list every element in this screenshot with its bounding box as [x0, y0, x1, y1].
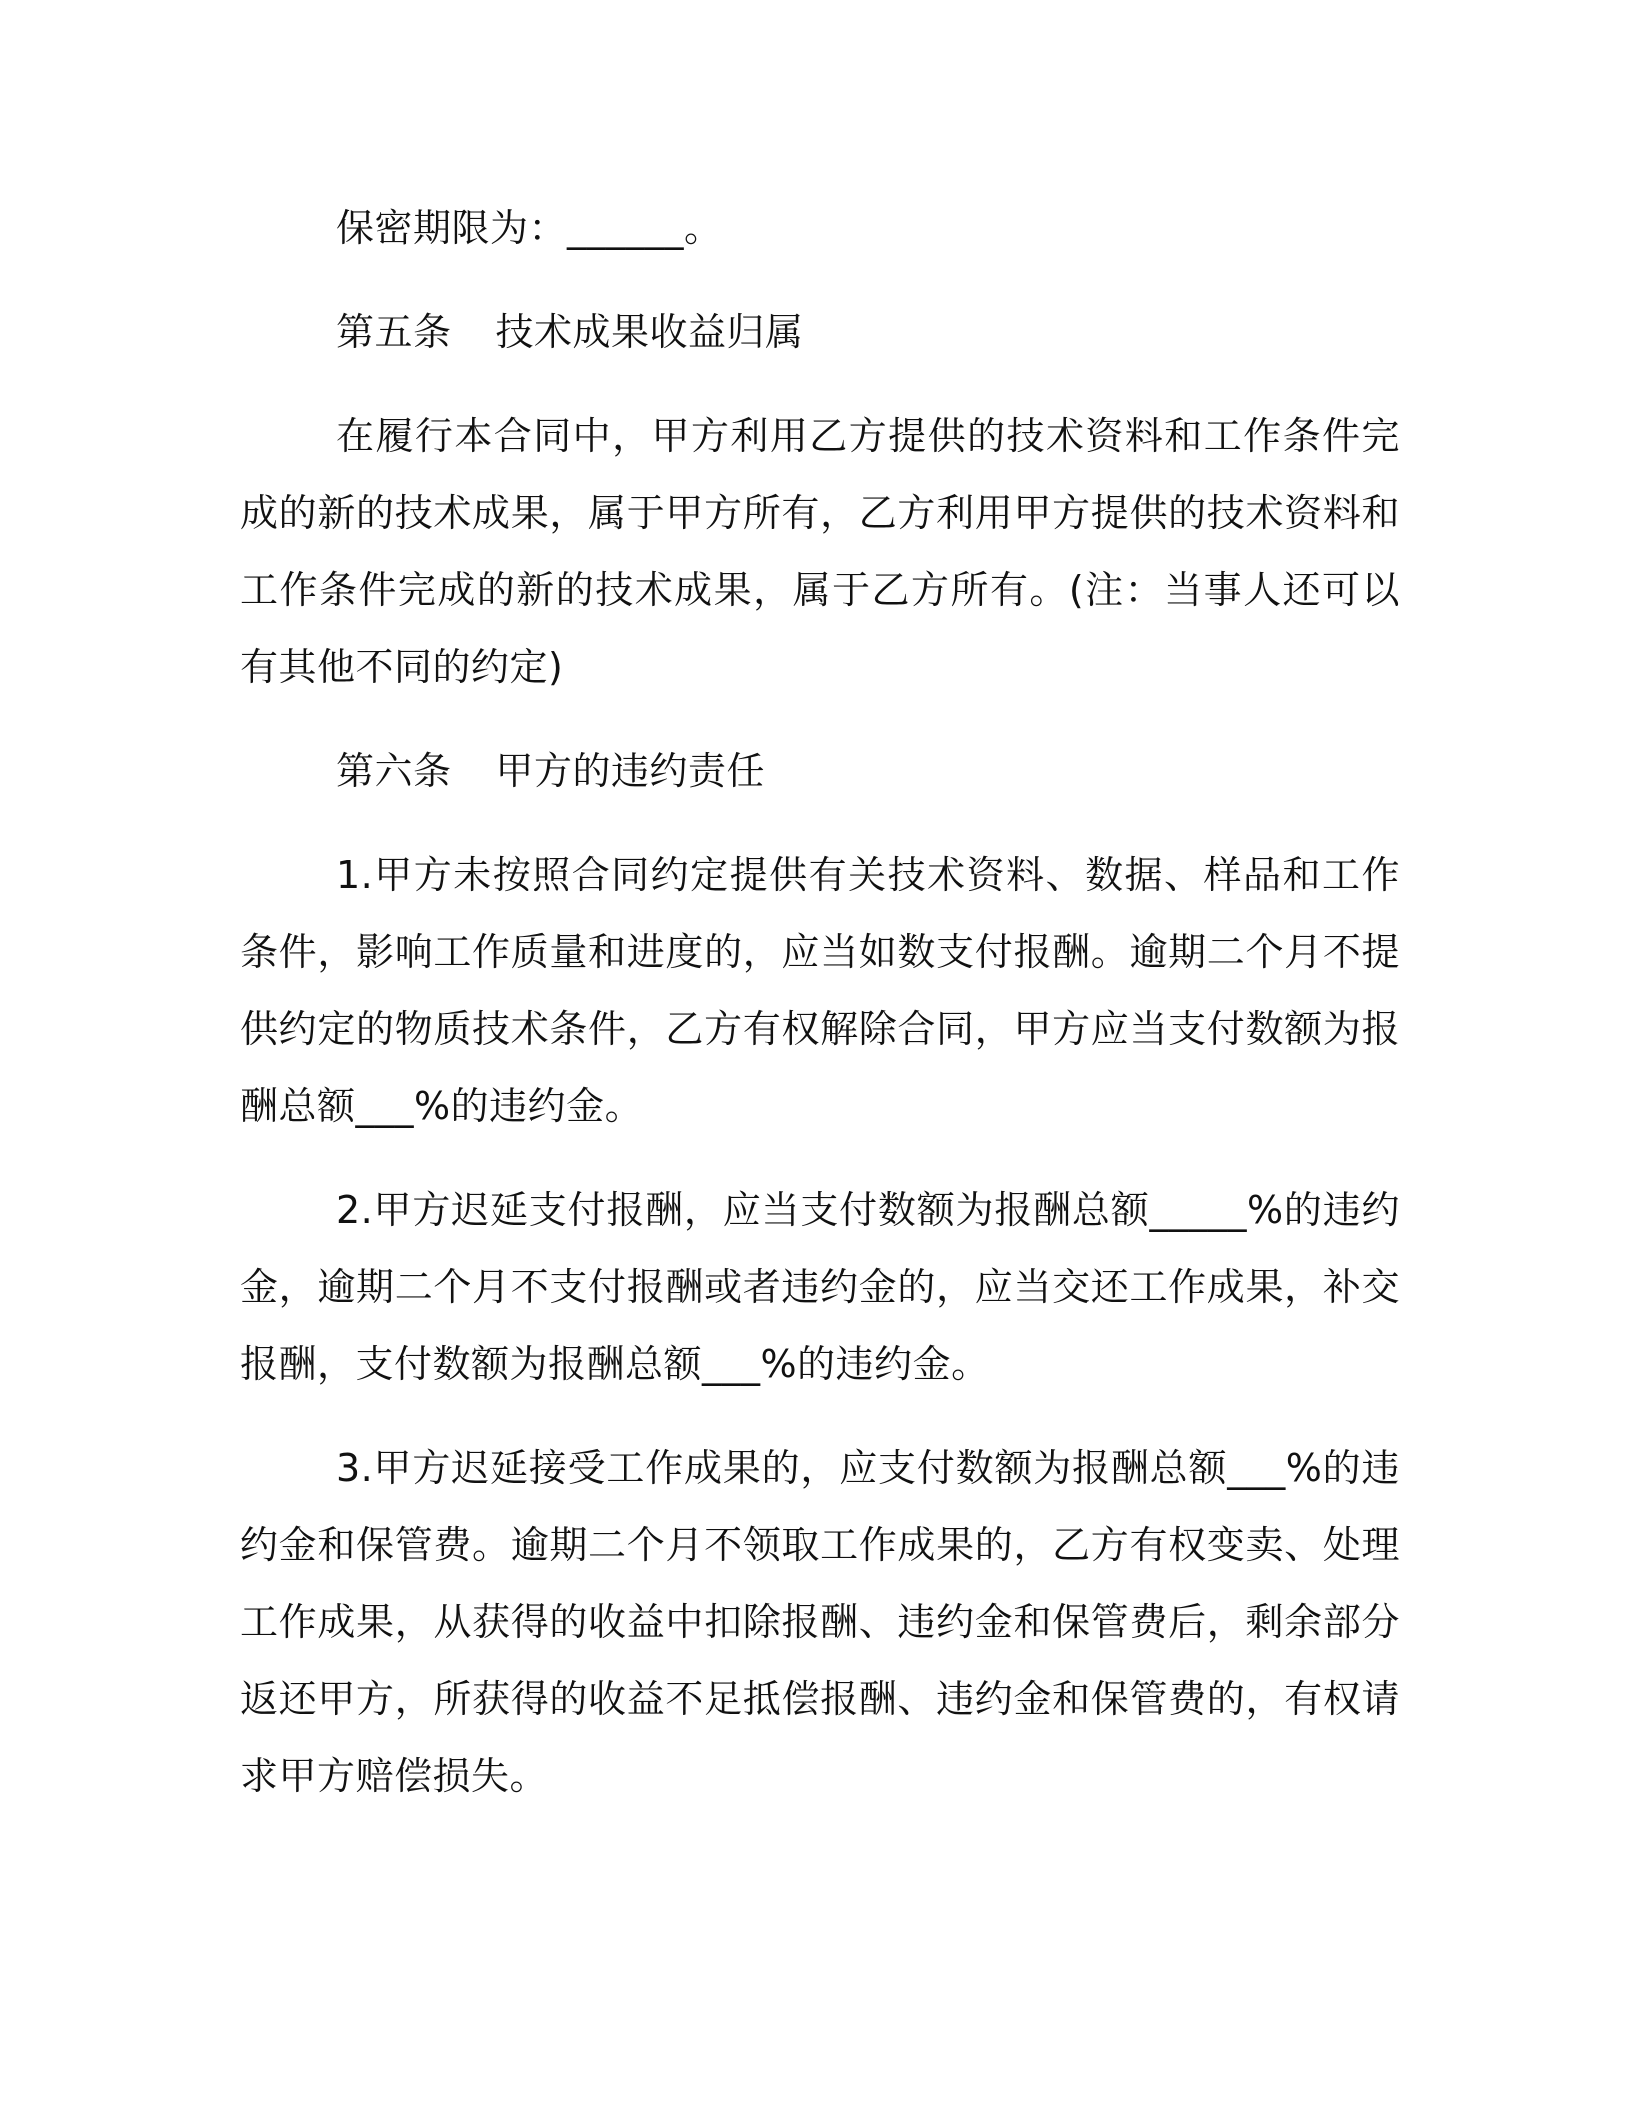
- article-5-body: 在履行本合同中，甲方利用乙方提供的技术资料和工作条件完成的新的技术成果，属于甲方所有，乙方利用甲方提供的技术资料和工作条件完成的新的技术成果，属于乙方所有。(注：当事人还可以有其他不同的约定): [240, 414, 1400, 689]
- article-6-number: 第六条: [336, 749, 452, 793]
- document-content: [240, 190, 1400, 1842]
- confidentiality-term: 保密期限为：______。: [336, 206, 723, 250]
- article-5-heading: [240, 294, 1400, 371]
- article-6-heading: [240, 733, 1400, 810]
- article-5-title: 技术成果收益归属: [495, 310, 804, 354]
- article-6-clause-3: 3.甲方迟延接受工作成果的，应支付数额为报酬总额___%的违约金和保管费。逾期二个月不领取工作成果的，乙方有权变卖、处理工作成果，从获得的收益中扣除报酬、违约金和保管费后，剩余部分返还甲方，所获得的收益不足抵偿报酬、违约金和保管费的，有权请求甲方赔偿损失。: [240, 1446, 1400, 1798]
- article-6-clause-1: 1.甲方未按照合同约定提供有关技术资料、数据、样品和工作条件，影响工作质量和进度的，应当如数支付报酬。逾期二个月不提供约定的物质技术条件，乙方有权解除合同，甲方应当支付数额为报酬总额___%的违约金。: [240, 853, 1400, 1128]
- article-5-number: 第五条: [336, 310, 452, 354]
- article-6-clause-2: 2.甲方迟延支付报酬，应当支付数额为报酬总额_____%的违约金，逾期二个月不支付报酬或者违约金的，应当交还工作成果，补交报酬，支付数额为报酬总额___%的违约金。: [240, 1188, 1400, 1386]
- article-6-title: 甲方的违约责任: [495, 749, 766, 793]
